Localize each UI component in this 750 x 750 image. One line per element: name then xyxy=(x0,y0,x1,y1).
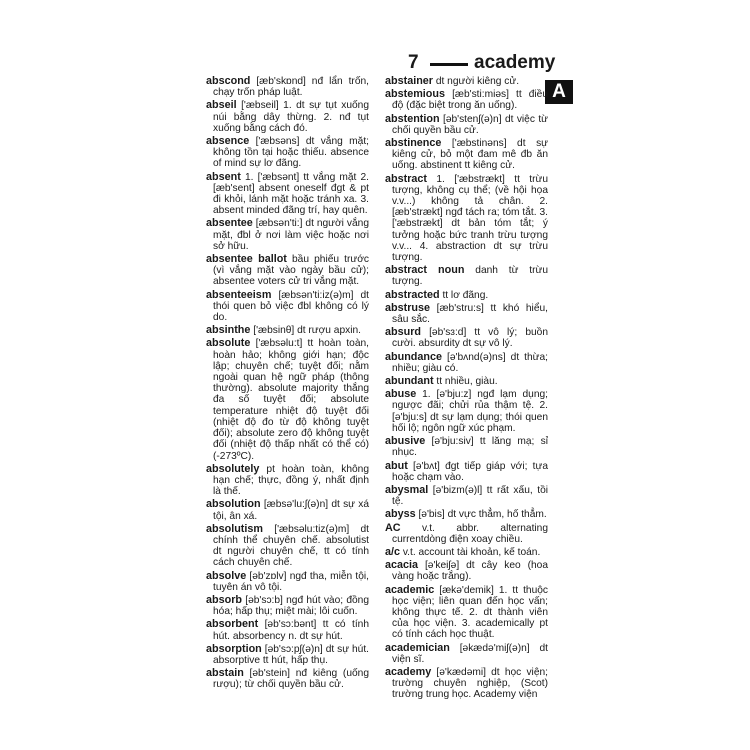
entry-headword: absolve xyxy=(206,569,247,582)
dictionary-entry xyxy=(206,325,369,336)
entry-headword: absent xyxy=(206,170,241,183)
entry-definition: [æb'skɒnd] nđ lẩn trốn, chạy trốn pháp luật. xyxy=(213,76,369,99)
entry-body xyxy=(206,100,369,134)
guide-word: academy xyxy=(474,52,556,73)
dictionary-entry xyxy=(385,389,548,434)
entry-body xyxy=(385,290,548,301)
entry-body xyxy=(206,524,369,569)
entry-definition: ['æbstinəns] dt sự kiêng cử, bỏ một đam mê đb ăn uống. abstinent tt kiêng cử. xyxy=(392,138,548,172)
entry-headword: absorption xyxy=(206,642,262,655)
entry-definition: [əb'stenʃ(ə)n] dt việc từ chối quyền bầu cử. xyxy=(392,113,548,136)
entry-headword: abseil xyxy=(206,99,237,112)
entry-body xyxy=(206,136,369,170)
entry-body xyxy=(206,668,369,690)
entry-definition: [æb'sti:miəs] tt điều độ (đặc biệt trong ăn uống). xyxy=(392,89,548,112)
entry-headword: abundant xyxy=(385,375,434,388)
entry-definition: [ə'keiʃə] dt cây keo (hoa vàng hoặc trắng). xyxy=(392,560,548,583)
entry-body xyxy=(206,619,369,641)
entry-headword: absenteeism xyxy=(206,288,272,301)
entry-body xyxy=(385,114,548,136)
entry-definition: ['æbsəlu:t] tt hoàn toàn, hoàn hảo; không giới hạn; độc lập; chuyên chế; tuyệt đối; nằm ngoài quan hệ ngữ pháp (thông thường). absolute majority thắng đa số tuyệt đối; absolute temperature nhiệt độ tuyệt đối (nhiệt độ đo từ độ không tuyệt đối); absolute zero độ không tuyệt đối (nhiệt độ thấp nhất có thể có) (-273ºC). xyxy=(213,338,369,462)
entry-headword: abusive xyxy=(385,435,426,448)
dictionary-entry xyxy=(385,76,548,87)
dictionary-entry xyxy=(385,485,548,507)
entry-headword: abstemious xyxy=(385,88,445,101)
entry-definition: [ə'bʌnd(ə)ns] dt thừa; nhiều; giàu có. xyxy=(392,351,548,374)
entry-definition: dt người kiêng cử. xyxy=(433,76,520,87)
entry-definition: ['æbsəns] dt vắng mặt; không tồn tại hoặc thiếu. absence of mind sự lơ đãng. xyxy=(213,136,369,170)
entry-definition: ['æbsinθ] dt rượu apxin. xyxy=(250,325,361,337)
dictionary-entry xyxy=(385,509,548,520)
entry-definition: [əb'sɜ:d] tt vô lý; buồn cười. absurdity dt sự vô lý. xyxy=(392,327,548,350)
entry-body xyxy=(206,325,369,336)
entry-headword: absorb xyxy=(206,593,242,606)
entry-headword: academician xyxy=(385,641,450,654)
entry-definition: [ə'bis] dt vực thẳm, hố thẳm. xyxy=(415,509,547,521)
entry-body xyxy=(206,595,369,617)
entry-body xyxy=(385,509,548,520)
dictionary-entry xyxy=(206,619,369,641)
dictionary-entry xyxy=(206,338,369,461)
entry-definition: ['æbseil] 1. dt sự tụt xuống núi bằng dây thừng. 2. nđ tụt xuống bằng cách đó. xyxy=(213,100,369,134)
dictionary-entry xyxy=(385,523,548,545)
entry-definition: 1. ['æbsənt] tt vắng mặt 2. [æb'sent] absent oneself đgt & pt đi khỏi, lánh mặt hoặc tránh xa. 3. absent minded đãng trí, hay quên. xyxy=(213,171,369,217)
entry-body xyxy=(385,485,548,507)
dictionary-entry xyxy=(385,667,548,701)
entry-definition: bầu phiếu trước (vì vắng mặt vào ngày bầu cử); absentee voters cử tri vắng mặt. xyxy=(213,254,369,288)
entry-body xyxy=(206,254,369,288)
entry-headword: abstract xyxy=(385,172,428,185)
entry-definition: pt hoàn toàn, không hạn chế; thực, đồng ý, nhất định là thế. xyxy=(213,463,369,498)
entry-definition: 1. [ə'bju:z] ngđ lạm dụng; ngược đãi; chửi rủa thậm tệ. 2. [ə'bju:s] dt sự lạm dụng; thói quen hối lộ; ngôn ngữ xúc phạm. xyxy=(392,389,548,434)
dictionary-entry xyxy=(206,290,369,324)
entry-headword: AC xyxy=(385,521,401,534)
dictionary-entry xyxy=(385,114,548,136)
entry-body xyxy=(385,89,548,111)
entry-definition: [əb'stein] nđ kiêng (uống rượu); từ chối quyền bầu cử. xyxy=(213,668,369,691)
entry-body xyxy=(385,138,548,172)
entry-definition: [əb'sɔ:pʃ(ə)n] dt sự hút. absorptive tt hút, hấp thụ. xyxy=(213,643,369,666)
page-number: 7 xyxy=(408,52,419,73)
entry-headword: abstention xyxy=(385,112,440,125)
right-column xyxy=(385,76,548,703)
entry-definition: tt lơ đãng. xyxy=(439,289,489,301)
entry-headword: abstainer xyxy=(385,75,434,87)
dictionary-entry xyxy=(385,290,548,301)
entry-headword: absolution xyxy=(206,498,261,511)
entry-body xyxy=(206,76,369,98)
entry-headword: absentee ballot xyxy=(206,253,287,266)
entry-headword: a/c xyxy=(385,545,401,558)
entry-headword: abysmal xyxy=(385,483,429,496)
dictionary-entry xyxy=(385,436,548,458)
entry-body xyxy=(385,389,548,434)
entry-definition: [əb'sɔ:bənt] tt có tính hút. absorbency n. dt sự hút. xyxy=(213,619,369,642)
entry-body xyxy=(385,327,548,349)
entry-headword: absorbent xyxy=(206,618,259,631)
entry-headword: abstain xyxy=(206,667,244,680)
dictionary-entry xyxy=(206,254,369,288)
entry-body xyxy=(206,499,369,521)
dictionary-entry xyxy=(385,585,548,641)
dictionary-entry xyxy=(385,174,548,264)
entry-definition: [ə'bju:siv] tt lăng mạ; sỉ nhục. xyxy=(392,436,548,459)
entry-headword: absurd xyxy=(385,326,421,339)
entry-definition: [əkædə'miʃ(ə)n] dt viện sĩ. xyxy=(392,642,548,665)
entry-definition: [ə'bʌt] đgt tiếp giáp với; tựa hoặc chạm vào. xyxy=(392,460,548,483)
entry-body xyxy=(385,303,548,325)
entry-definition: [ækə'demik] 1. tt thuộc học viện; liên quan đến học vấn; không thực tế. 2. dt thành viên của học viện. 3. academically pt có tính cách học thuật. xyxy=(392,584,548,641)
entry-headword: absolutely xyxy=(206,462,260,475)
entry-headword: absence xyxy=(206,135,250,148)
entry-body xyxy=(385,265,548,287)
entry-body xyxy=(385,376,548,387)
header-dash xyxy=(430,63,468,66)
dictionary-entry xyxy=(385,265,548,287)
dictionary-entry xyxy=(206,668,369,690)
entry-headword: absolute xyxy=(206,337,251,350)
entry-body xyxy=(385,585,548,641)
entry-body xyxy=(206,218,369,252)
entry-headword: abut xyxy=(385,459,408,472)
entry-headword: abstract noun xyxy=(385,264,465,277)
dictionary-entry xyxy=(206,464,369,498)
dictionary-entry xyxy=(385,89,548,111)
entry-definition: [æb'stru:s] tt khó hiểu, sâu sắc. xyxy=(392,302,548,326)
dictionary-entry xyxy=(206,524,369,569)
entry-body xyxy=(385,174,548,264)
entry-definition: [æbsən'ti:] dt người vắng mặt, đbl ở nơi làm việc hoặc nơi sở hữu. xyxy=(213,218,369,252)
entry-definition: [ə'kædəmi] dt học viện; trường chuyên nghiệp, (Scot) trường trung học. Academy viện xyxy=(392,666,548,701)
entry-headword: abuse xyxy=(385,388,417,401)
entry-body xyxy=(206,290,369,324)
dictionary-entry xyxy=(206,76,369,98)
entry-headword: absolutism xyxy=(206,522,263,535)
entry-definition: v.t. abbr. alternating currentdòng điện xoay chiều. xyxy=(392,522,548,545)
entry-body xyxy=(206,571,369,593)
entry-headword: abstracted xyxy=(385,288,440,301)
entry-body xyxy=(206,644,369,666)
entry-definition: [əb'zɒlv] ngđ tha, miễn tội, tuyên án vô tội. xyxy=(213,570,369,593)
entry-definition: tt nhiều, giàu. xyxy=(433,376,498,388)
dictionary-entry xyxy=(206,644,369,666)
entry-headword: absentee xyxy=(206,217,253,230)
entry-body xyxy=(385,667,548,701)
entry-definition: danh từ trừu tượng. xyxy=(392,265,549,288)
dictionary-entry xyxy=(206,100,369,134)
entry-body xyxy=(385,352,548,374)
entry-definition: ['æbsəlu:tiz(ə)m] dt chính thể chuyên chế. absolutist dt người chuyên chế, tt có tính cách chuyên chế. xyxy=(213,523,369,569)
entry-definition: [əb'sɔ:b] ngđ hút vào; đồng hóa; hấp thụ; miệt mài; lôi cuốn. xyxy=(213,594,369,618)
entry-headword: abundance xyxy=(385,350,442,363)
entry-body xyxy=(206,172,369,217)
dictionary-entry xyxy=(385,560,548,582)
dictionary-entry xyxy=(385,376,548,387)
dictionary-entry xyxy=(385,352,548,374)
entry-headword: academic xyxy=(385,583,435,596)
entry-body xyxy=(385,547,548,558)
entry-body xyxy=(206,464,369,498)
dictionary-entry xyxy=(385,138,548,172)
dictionary-entry xyxy=(206,136,369,170)
entry-headword: absinthe xyxy=(206,324,251,337)
entry-body xyxy=(385,643,548,665)
entry-body xyxy=(206,338,369,461)
entry-headword: academy xyxy=(385,665,432,678)
entry-headword: acacia xyxy=(385,559,419,572)
entry-headword: abstruse xyxy=(385,301,431,314)
dictionary-entry xyxy=(385,303,548,325)
entry-headword: abstinence xyxy=(385,137,442,150)
dictionary-entry xyxy=(206,218,369,252)
section-letter-tab: A xyxy=(545,80,573,104)
dictionary-entry xyxy=(206,571,369,593)
entry-body xyxy=(385,560,548,582)
dictionary-entry xyxy=(385,461,548,483)
entry-definition: [æbsən'ti:iz(ə)m] dt thói quen bỏ việc đbl không có lý do. xyxy=(213,289,369,324)
entry-body xyxy=(385,523,548,545)
entry-definition: v.t. account tài khoản, kế toán. xyxy=(400,546,541,558)
entry-definition: [æbsə'lu:ʃ(ə)n] dt sự xá tội, ân xá. xyxy=(213,499,369,522)
dictionary-entry xyxy=(385,547,548,558)
entry-definition: [ə'bizm(ə)l] tt rất xấu, tồi tệ. xyxy=(392,484,548,508)
entry-headword: abyss xyxy=(385,508,416,521)
dictionary-entry xyxy=(206,595,369,617)
entry-definition: 1. ['æbstrækt] tt trừu tượng, không cụ thể; (về hội họa v.v...) không tả chân. 2. [æb'strækt] ngđ tách ra; tóm tắt. 3. ['æbstrækt] dt bản tóm tắt; ý tưởng hoặc bức tranh trừu tượng v.v... 4. abstraction dt sự trừu tượng. xyxy=(392,173,548,264)
dictionary-entry xyxy=(385,643,548,665)
dictionary-entry xyxy=(206,499,369,521)
entry-body xyxy=(385,436,548,458)
dictionary-entry xyxy=(385,327,548,349)
left-column xyxy=(206,76,369,693)
entry-body xyxy=(385,461,548,483)
dictionary-entry xyxy=(206,172,369,217)
entry-headword: abscond xyxy=(206,75,251,87)
entry-body xyxy=(385,76,548,87)
